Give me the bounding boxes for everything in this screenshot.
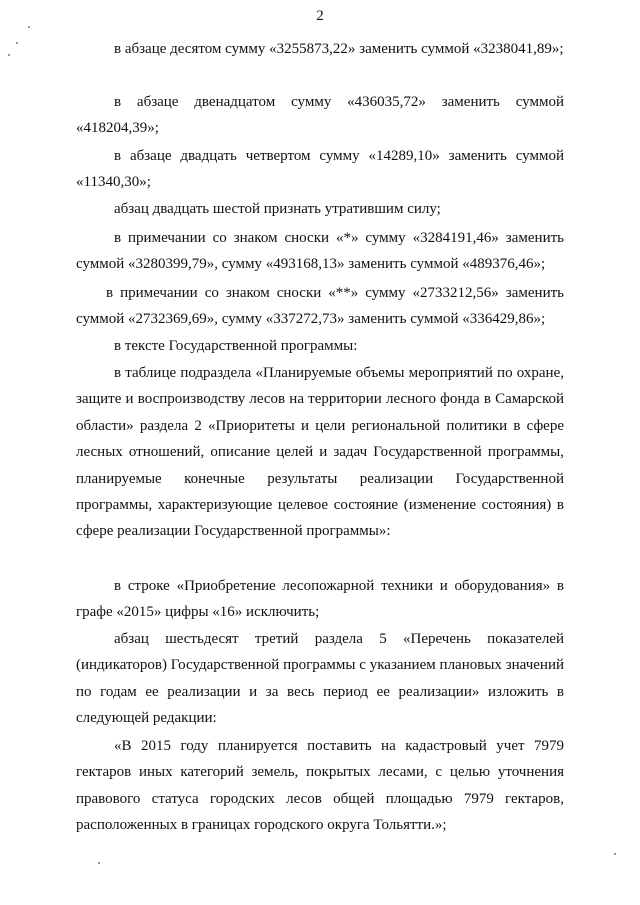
paragraph: в абзаце двенадцатом сумму «436035,72» заменить суммой «418204,39»;: [76, 94, 564, 137]
scan-speck: [98, 862, 100, 864]
paragraph: абзац двадцать шестой признать утратившим силу;: [114, 201, 441, 217]
paragraph: в строке «Приобретение лесопожарной техники и оборудования» в графе «2015» цифры «16» исключить;: [76, 578, 564, 621]
paragraph: в абзаце десятом сумму «3255873,22» заменить суммой «3238041,89»;: [114, 41, 564, 57]
scan-speck: [16, 42, 18, 44]
scan-speck: [614, 853, 616, 855]
paragraph: в таблице подраздела «Планируемые объемы мероприятий по охране, защите и воспроизводству лесов на территории лесного фонда в Самарской области» раздела 2 «Приоритеты и цели региональной политики в сфере лесных отношений, описание целей и задач Государственной программы, планируемые конечные результаты реализации Государственной программы, характеризующие целевое состояние (изменение состояния) в сфере реализации Государственной программы»:: [76, 365, 564, 540]
paragraph: в абзаце двадцать четвертом сумму «14289,10» заменить суммой «11340,30»;: [76, 148, 564, 191]
scan-speck: [8, 54, 10, 56]
scan-speck: [28, 26, 30, 28]
page-number: 2: [316, 8, 324, 24]
paragraph: «В 2015 году планируется поставить на кадастровый учет 7979 гектаров иных категорий земель, покрытых лесами, с целью уточнения правового статуса городских лесов общей площадью 7979 гектаров, расположенных в границах городского округа Тольятти.»;: [76, 738, 564, 834]
paragraph: абзац шестьдесят третий раздела 5 «Перечень показателей (индикаторов) Государственной программы с указанием плановых значений по годам ее реализации и за весь период ее реализации» изложить в следующей редакции:: [76, 631, 564, 727]
paragraph: в примечании со знаком сноски «*» сумму «3284191,46» заменить суммой «3280399,79», сумму «493168,13» заменить суммой «489376,46»;: [76, 230, 564, 273]
paragraph: в тексте Государственной программы:: [114, 338, 358, 354]
paragraph: в примечании со знаком сноски «**» сумму «2733212,56» заменить суммой «2732369,69», сумму «337272,73» заменить суммой «336429,86»;: [76, 285, 564, 328]
